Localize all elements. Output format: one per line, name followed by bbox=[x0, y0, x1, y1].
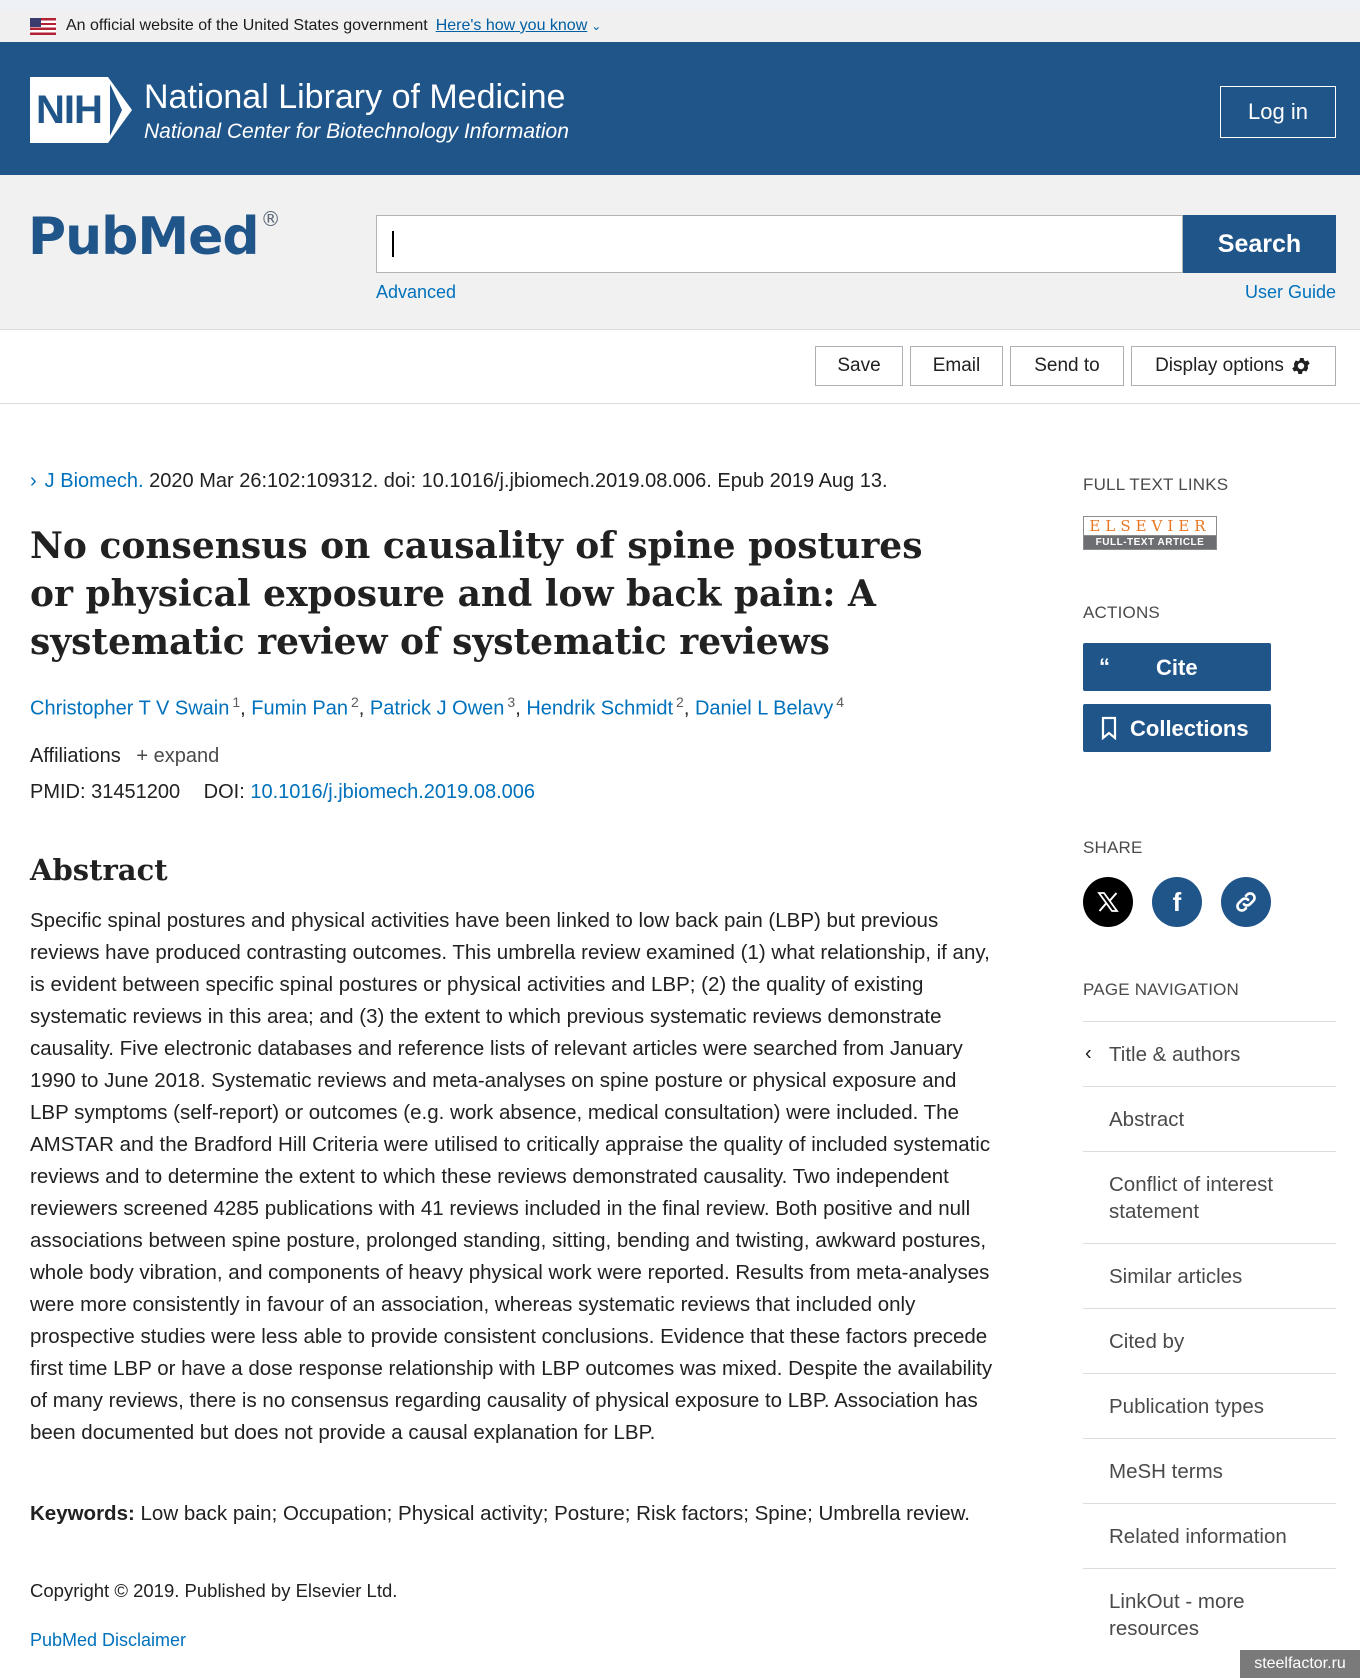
collections-button[interactable] bbox=[1083, 704, 1271, 752]
elsevier-full-text-label: FULL-TEXT ARTICLE bbox=[1084, 536, 1216, 549]
registered-mark: ® bbox=[260, 207, 280, 231]
keywords bbox=[30, 1498, 970, 1530]
full-text-links-heading: FULL TEXT LINKS bbox=[1083, 475, 1229, 494]
identifiers-row bbox=[30, 781, 535, 804]
nav-item-label: Cited by bbox=[1109, 1329, 1185, 1353]
heres-how-you-know-link[interactable]: Here's how you know bbox=[435, 17, 588, 34]
chevron-right-icon[interactable]: › bbox=[30, 470, 37, 492]
facebook-icon: f bbox=[1172, 886, 1182, 917]
display-options-label: Display options bbox=[1155, 355, 1284, 376]
nav-cited-by[interactable] bbox=[1083, 1308, 1336, 1373]
text-caret bbox=[392, 231, 394, 257]
nav-mesh-terms[interactable] bbox=[1083, 1438, 1336, 1503]
copyright-text: Copyright © 2019. Published by Elsevier Ltd. bbox=[30, 1580, 398, 1601]
gov-banner-text: An official website of the United States government bbox=[66, 17, 428, 34]
nav-conflict-of-interest[interactable] bbox=[1083, 1151, 1336, 1243]
user-guide-link[interactable]: User Guide bbox=[1244, 282, 1336, 302]
nav-item-label: Publication types bbox=[1109, 1394, 1264, 1418]
nav-item-label: Title & authors bbox=[1109, 1042, 1241, 1066]
pubmed-logo-text: PubMed bbox=[28, 207, 259, 267]
email-button[interactable]: Email bbox=[910, 346, 1003, 386]
journal-link[interactable]: J Biomech. bbox=[44, 470, 144, 492]
nlm-title[interactable]: National Library of Medicine bbox=[144, 78, 566, 116]
pubmed-disclaimer-link[interactable]: PubMed Disclaimer bbox=[30, 1630, 187, 1650]
author-link[interactable]: Christopher T V Swain bbox=[30, 697, 230, 720]
journal-citation bbox=[30, 470, 888, 493]
nih-logo-text: NIH bbox=[30, 77, 108, 143]
abstract-heading: Abstract bbox=[30, 853, 168, 887]
nav-similar-articles[interactable] bbox=[1083, 1243, 1336, 1308]
affiliation-number[interactable]: 1 bbox=[232, 694, 241, 710]
citation-details: 2020 Mar 26:102:109312. doi: 10.1016/j.jbiomech.2019.08.006. Epub 2019 Aug 13. bbox=[149, 470, 888, 492]
nav-linkout[interactable] bbox=[1083, 1568, 1336, 1660]
nav-item-label: Related information bbox=[1109, 1524, 1287, 1548]
actions-heading: ACTIONS bbox=[1083, 603, 1160, 622]
nav-item-label: Similar articles bbox=[1109, 1264, 1243, 1288]
watermark: steelfactor.ru bbox=[1240, 1650, 1360, 1678]
share-copy-link-button[interactable] bbox=[1221, 877, 1271, 927]
search-input[interactable] bbox=[376, 215, 1183, 273]
quote-icon: “ bbox=[1099, 654, 1110, 679]
advanced-search-link[interactable]: Advanced bbox=[376, 282, 457, 302]
author-link[interactable]: Hendrik Schmidt bbox=[526, 697, 674, 720]
affiliation-number[interactable]: 3 bbox=[507, 694, 516, 710]
author-link[interactable]: Patrick J Owen bbox=[369, 697, 505, 720]
display-options-button[interactable] bbox=[1131, 346, 1336, 386]
pmid-value: 31451200 bbox=[91, 781, 181, 803]
share-facebook-button[interactable] bbox=[1152, 877, 1202, 927]
article-toolbar bbox=[0, 330, 1360, 404]
pubmed-logo[interactable] bbox=[28, 207, 280, 267]
nav-item-label: LinkOut - more resources bbox=[1109, 1589, 1245, 1640]
share-heading: SHARE bbox=[1083, 838, 1143, 857]
nih-logo[interactable] bbox=[30, 77, 132, 143]
affiliation-number[interactable]: 2 bbox=[351, 694, 359, 710]
bookmark-icon bbox=[1099, 716, 1119, 740]
chevron-down-icon[interactable]: ⌄ bbox=[591, 19, 602, 33]
nav-item-label: MeSH terms bbox=[1109, 1459, 1223, 1483]
ncbi-subtitle: National Center for Biotechnology Information bbox=[144, 120, 569, 143]
collections-label: Collections bbox=[1130, 716, 1249, 741]
doi-link[interactable]: 10.1016/j.jbiomech.2019.08.006 bbox=[250, 781, 536, 803]
author-link[interactable]: Fumin Pan bbox=[251, 697, 348, 720]
share-x-button[interactable] bbox=[1083, 877, 1133, 927]
page-navigation-heading: PAGE NAVIGATION bbox=[1083, 980, 1240, 999]
us-flag-icon bbox=[30, 18, 56, 35]
nav-related-information[interactable] bbox=[1083, 1503, 1336, 1568]
author-link[interactable]: Daniel L Belavy bbox=[694, 697, 834, 720]
elsevier-full-text-link[interactable] bbox=[1083, 516, 1217, 550]
send-to-button[interactable]: Send to bbox=[1010, 346, 1124, 386]
affiliation-number[interactable]: 2 bbox=[676, 694, 684, 710]
doi-label: DOI: bbox=[203, 781, 245, 803]
nih-arrow-icon bbox=[108, 77, 132, 143]
affiliation-number[interactable]: 4 bbox=[836, 694, 844, 710]
search-button[interactable]: Search bbox=[1183, 215, 1336, 273]
gov-banner bbox=[0, 0, 1360, 42]
nav-item-label: Conflict of interest statement bbox=[1109, 1172, 1274, 1223]
expand-affiliations-button[interactable]: + expand bbox=[136, 745, 220, 767]
affiliations-label: Affiliations bbox=[30, 745, 121, 767]
nlm-header bbox=[0, 42, 1360, 175]
login-button[interactable]: Log in bbox=[1220, 86, 1336, 138]
author-list: Christopher T V Swain $^1$, Fumin Pan $^2$, Patrick J Owen $^3$, Hendrik Schmidt $^2$, Daniel L Belavy $^4$ bbox=[30, 694, 844, 720]
gear-icon bbox=[1290, 355, 1312, 377]
affiliations-row bbox=[30, 745, 219, 768]
x-logo-icon bbox=[1096, 890, 1120, 914]
nav-abstract[interactable] bbox=[1083, 1086, 1336, 1151]
chevron-left-icon: ‹ bbox=[1085, 1042, 1092, 1065]
search-area bbox=[0, 175, 1360, 330]
save-button[interactable]: Save bbox=[815, 346, 903, 386]
cite-button[interactable] bbox=[1083, 643, 1271, 691]
article-title: No consensus on causality of spine postures or physical exposure and low back pain: A systematic review of systematic reviews bbox=[30, 525, 923, 663]
cite-label: Cite bbox=[1156, 655, 1198, 680]
abstract-text: Specific spinal postures and physical activities have been linked to low back pain (LBP) but previous reviews have produced contrasting outcomes. This umbrella review examined (1) what relationship, if any, is evident between specific spinal postures or physical activities and LBP; (2) the quality of existing systematic reviews in this area; and (3) the extent to which previous systematic reviews demonstrate causality. Five electronic databases and reference lists of relevant articles were searched from January 1990 to June 2018. Systematic reviews and meta-analyses on spine posture or physical exposure and LBP symptoms (self-report) or outcomes (e.g. work absence, medical consultation) were included. The AMSTAR and the Bradford Hill Criteria were utilised to critically appraise the quality of included systematic reviews and to determine the extent to which these reviews demonstrated causality. Two independent reviewers screened 4285 publications with 41 reviews included in the final review. Both positive and null associations between spine posture, prolonged standing, sitting, bending and twisting, awkward postures, whole body vibration, and components of heavy physical work were reported. Results from meta-analyses were more consistently in favour of an association, whereas systematic reviews that included only prospective studies were less able to provide consistent conclusions. Evidence that these factors precede first time LBP or have a dose response relationship with LBP outcomes was mixed. Despite the availability of many reviews, there is no consensus regarding causality of physical exposure to LBP. Association has been documented but does not provide a causal explanation for LBP. bbox=[30, 909, 993, 1444]
nav-item-label: Abstract bbox=[1109, 1107, 1185, 1131]
page-navigation-list bbox=[1083, 1021, 1336, 1660]
nav-title-authors[interactable] bbox=[1083, 1021, 1336, 1086]
link-icon bbox=[1233, 889, 1259, 915]
pmid-label: PMID: bbox=[30, 781, 86, 803]
keywords-label: Keywords: bbox=[30, 1502, 135, 1525]
nav-publication-types[interactable] bbox=[1083, 1373, 1336, 1438]
elsevier-logo-text: ELSEVIER bbox=[1084, 517, 1216, 536]
keywords-list: Low back pain; Occupation; Physical activity; Posture; Risk factors; Spine; Umbrella review. bbox=[140, 1502, 970, 1525]
